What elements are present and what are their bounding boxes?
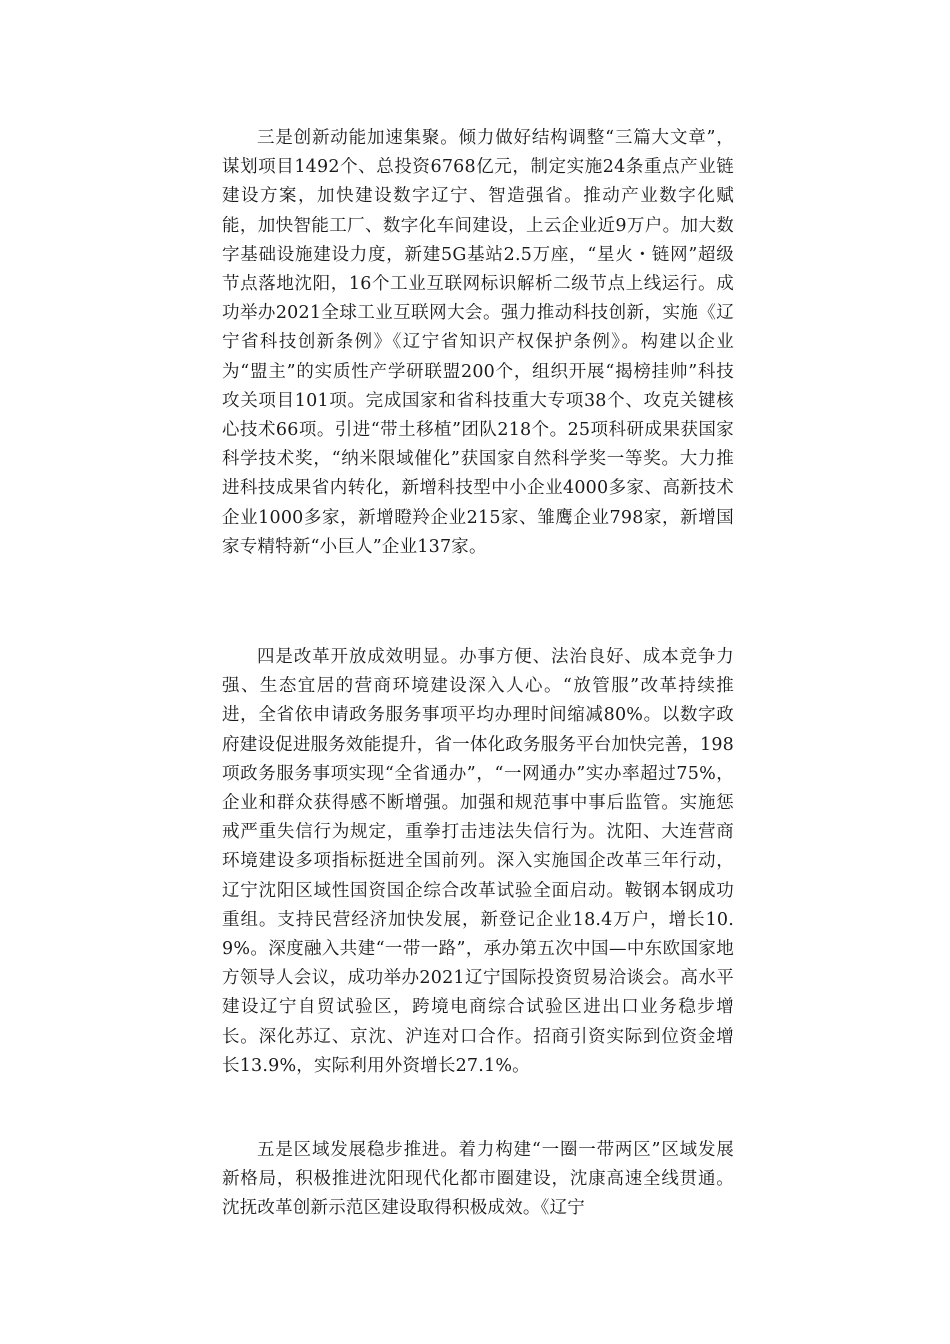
paragraph-regional-development: 五是区域发展稳步推进。着力构建“一圈一带两区”区域发展新格局，积极推进沈阳现代化都市圈建设，沈康高速全线贯通。沈抚改革创新示范区建设取得积极成效。《辽宁 [222,1140,734,1219]
paragraph-reform-opening: 四是改革开放成效明显。办事方便、法治良好、成本竞争力强、生态宜居的营商环境建设深入人心。“放管服”改革持续推进，全省依申请政务服务事项平均办理时间缩减80%。以数字政府建设促进服务效能提升，省一体化政务服务平台加快完善，198项政务服务事项实现“全省通办”，“一网通办”实办率超过75%，企业和群众获得感不断增强。加强和规范事中事后监管。实施惩戒严重失信行为规定，重拳打击违法失信行为。沈阳、大连营商环境建设多项指标挺进全国前列。深入实施国企改革三年行动，辽宁沈阳区域性国资国企综合改革试验全面启动。鞍钢本钢成功重组。支持民营经济加快发展，新登记企业18.4万户，增长10.9%。深度融入共建“一带一路”，承办第五次中国—中东欧国家地方领导人会议，成功举办2021辽宁国际投资贸易洽谈会。高水平建设辽宁自贸试验区，跨境电商综合试验区进出口业务稳步增长。深化苏辽、京沈、沪连对口合作。招商引资实际到位资金增长13.9%，实际利用外资增长27.1%。 [222,647,734,1076]
paragraph-innovation: 三是创新动能加速集聚。倾力做好结构调整“三篇大文章”，谋划项目1492个、总投资6768亿元，制定实施24条重点产业链建设方案，加快建设数字辽宁、智造强省。推动产业数字化赋能，加快智能工厂、数字化车间建设，上云企业近9万户。加大数字基础设施建设力度，新建5G基站2.5万座，“星火・链网”超级节点落地沈阳，16个工业互联网标识解析二级节点上线运行。成功举办2021全球工业互联网大会。强力推动科技创新，实施《辽宁省科技创新条例》《辽宁省知识产权保护条例》。构建以企业为“盟主”的实质性产学研联盟200个，组织开展“揭榜挂帅”科技攻关项目101项。完成国家和省科技重大专项38个、攻克关键核心技术66项。引进“带土移植”团队218个。25项科研成果获国家科学技术奖，“纳米限域催化”获国家自然科学奖一等奖。大力推进科技成果省内转化，新增科技型中小企业4000多家、高新技术企业1000多家，新增瞪羚企业215家、雏鹰企业798家，新增国家专精特新“小巨人”企业137家。 [222,128,734,557]
